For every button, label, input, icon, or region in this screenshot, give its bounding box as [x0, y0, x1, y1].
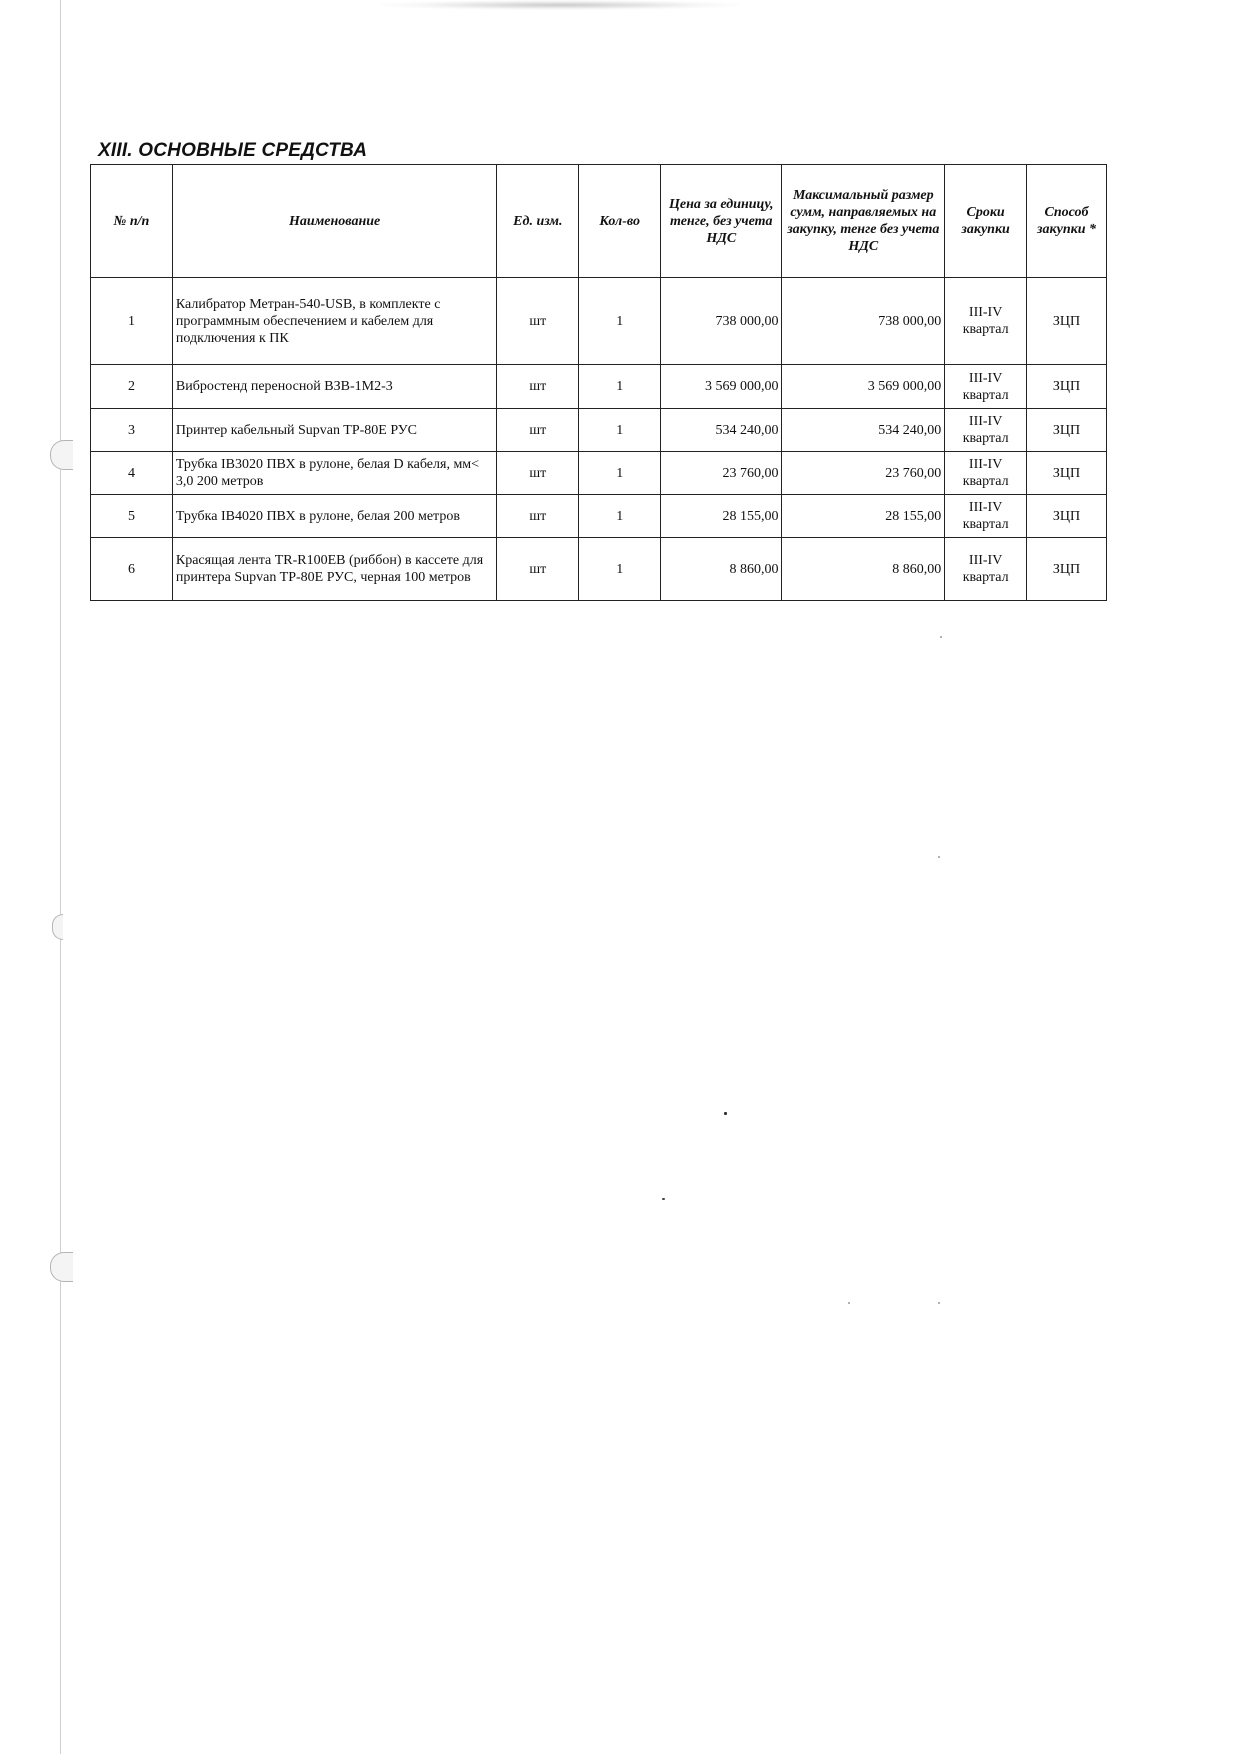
fixed-assets-table [90, 164, 1107, 601]
cell-method: ЗЦП [1027, 495, 1107, 538]
table-row [91, 278, 1107, 365]
cell-name: Трубка IB3020 ПВХ в рулоне, белая D кабеля, мм< 3,0 200 метров [172, 452, 497, 495]
cell-max-amount: 23 760,00 [782, 452, 945, 495]
section-title: XIII. ОСНОВНЫЕ СРЕДСТВА [98, 140, 368, 161]
cell-unit: шт [497, 365, 579, 409]
header-max-amount: Максимальный размер сумм, направляемых на закупку, тенге без учета НДС [782, 165, 945, 278]
cell-max-amount: 534 240,00 [782, 409, 945, 452]
cell-max-amount: 28 155,00 [782, 495, 945, 538]
header-method: Способ закупки * [1027, 165, 1107, 278]
header-name: Наименование [172, 165, 497, 278]
cell-unit: шт [497, 409, 579, 452]
table-row [91, 538, 1107, 601]
cell-max-amount: 8 860,00 [782, 538, 945, 601]
cell-max-amount: 738 000,00 [782, 278, 945, 365]
cell-term: III-IV квартал [945, 365, 1027, 409]
scan-speck [724, 1112, 727, 1115]
cell-name: Калибратор Метран-540-USB, в комплекте с программным обеспечением и кабелем для подключения к ПК [172, 278, 497, 365]
cell-price: 8 860,00 [661, 538, 782, 601]
cell-qty: 1 [579, 365, 661, 409]
header-num: № п/п [91, 165, 173, 278]
cell-unit: шт [497, 452, 579, 495]
cell-term: III-IV квартал [945, 409, 1027, 452]
table-row [91, 409, 1107, 452]
cell-name: Принтер кабельный Supvan TP-80E РУС [172, 409, 497, 452]
table-row [91, 495, 1107, 538]
cell-qty: 1 [579, 452, 661, 495]
cell-max-amount: 3 569 000,00 [782, 365, 945, 409]
cell-num: 2 [91, 365, 173, 409]
cell-num: 3 [91, 409, 173, 452]
cell-name: Трубка IB4020 ПВХ в рулоне, белая 200 метров [172, 495, 497, 538]
cell-name: Красящая лента TR-R100EB (риббон) в кассете для принтера Supvan TP-80E РУС, черная 100 метров [172, 538, 497, 601]
cell-qty: 1 [579, 409, 661, 452]
cell-price: 23 760,00 [661, 452, 782, 495]
cell-num: 6 [91, 538, 173, 601]
cell-num: 1 [91, 278, 173, 365]
cell-term: III-IV квартал [945, 495, 1027, 538]
cell-method: ЗЦП [1027, 538, 1107, 601]
cell-method: ЗЦП [1027, 452, 1107, 495]
cell-price: 738 000,00 [661, 278, 782, 365]
header-unit: Ед. изм. [497, 165, 579, 278]
cell-price: 3 569 000,00 [661, 365, 782, 409]
cell-unit: шт [497, 495, 579, 538]
cell-method: ЗЦП [1027, 278, 1107, 365]
table-row [91, 452, 1107, 495]
cell-num: 4 [91, 452, 173, 495]
cell-qty: 1 [579, 495, 661, 538]
cell-term: III-IV квартал [945, 538, 1027, 601]
cell-price: 28 155,00 [661, 495, 782, 538]
cell-qty: 1 [579, 278, 661, 365]
header-qty: Кол-во [579, 165, 661, 278]
scan-speck [662, 1198, 665, 1200]
cell-name: Вибростенд переносной ВЗВ-1М2-3 [172, 365, 497, 409]
header-price: Цена за единицу, тенге, без учета НДС [661, 165, 782, 278]
punch-hole [50, 1252, 73, 1282]
cell-unit: шт [497, 538, 579, 601]
scan-shadow [380, 0, 740, 10]
header-term: Сроки закупки [945, 165, 1027, 278]
punch-hole [52, 914, 63, 940]
table-header-row [91, 165, 1107, 278]
cell-method: ЗЦП [1027, 409, 1107, 452]
punch-hole [50, 440, 73, 470]
cell-method: ЗЦП [1027, 365, 1107, 409]
scan-speck [938, 856, 940, 858]
scan-speck [848, 1302, 850, 1304]
cell-term: III-IV квартал [945, 452, 1027, 495]
cell-unit: шт [497, 278, 579, 365]
cell-term: III-IV квартал [945, 278, 1027, 365]
scan-page-edge [60, 0, 61, 1754]
cell-price: 534 240,00 [661, 409, 782, 452]
cell-qty: 1 [579, 538, 661, 601]
table-row [91, 365, 1107, 409]
cell-num: 5 [91, 495, 173, 538]
scan-speck [938, 1302, 940, 1304]
scan-speck [940, 636, 942, 638]
